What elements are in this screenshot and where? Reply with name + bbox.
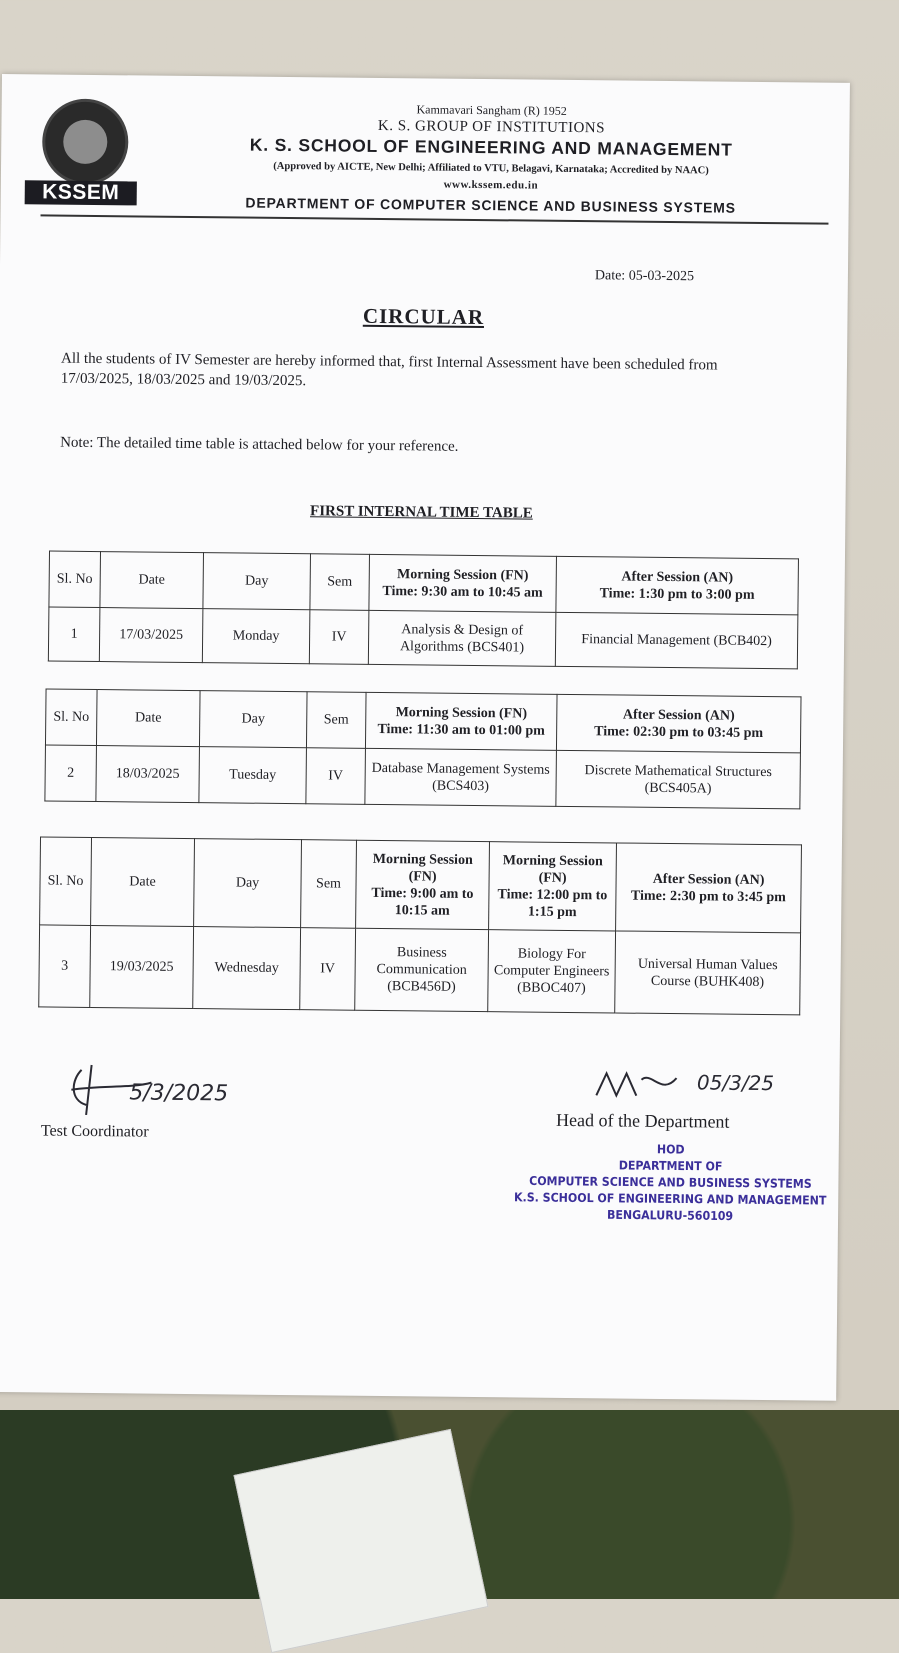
coordinator-label: Test Coordinator: [40, 1122, 149, 1141]
timetable-day1: [48, 551, 799, 670]
header-department: DEPARTMENT OF COMPUTER SCIENCE AND BUSINESS SYSTEMS: [245, 194, 736, 216]
an-head: After Session (AN): [621, 569, 734, 586]
stamp-line-2: DEPARTMENT OF: [618, 1158, 723, 1174]
header-approval: (Approved by AICTE, New Delhi; Affiliated to VTU, Belagavi, Karnataka; Accredited by NAAC): [273, 160, 709, 177]
row-sl: 1: [48, 607, 100, 662]
stamp-line-1: HOD: [656, 1142, 685, 1157]
col-sem: Sem: [306, 692, 366, 749]
row-an-subject: Universal Human Values Course (BUHK408): [615, 931, 801, 1015]
header-divider: [41, 214, 829, 224]
kssem-logo: [25, 98, 138, 207]
hod-stamp: [510, 1140, 831, 1226]
row-date: 17/03/2025: [99, 608, 203, 663]
row-an-subject: Discrete Mathematical Structures (BCS405A): [556, 750, 801, 809]
fn2-time: Time: 12:00 pm to 1:15 pm: [497, 886, 608, 920]
fn-time: Time: 11:30 am to 01:00 pm: [377, 721, 545, 739]
circular-note: Note: The detailed time table is attached below for your reference.: [60, 434, 459, 455]
header-sangham: Kammavari Sangham (R) 1952: [416, 102, 567, 118]
header-school: K. S. SCHOOL OF ENGINEERING AND MANAGEMENT: [249, 134, 733, 160]
row-day: Wednesday: [193, 927, 301, 1010]
fn1-time: Time: 9:00 am to 10:15 am: [371, 885, 474, 919]
circular-date: Date: 05-03-2025: [594, 268, 695, 285]
an-time: Time: 2:30 pm to 3:45 pm: [630, 888, 786, 905]
col-sem: Sem: [301, 840, 357, 929]
an-session-header: [556, 694, 801, 753]
fn-head: Morning Session (FN): [395, 704, 528, 722]
logo-text: KSSEM: [25, 180, 137, 205]
fn-session-header: [365, 692, 557, 750]
an-session-header: [556, 556, 799, 615]
stamp-line-5: BENGALURU-560109: [606, 1207, 734, 1224]
row-fn1-subject: Business Communication (BCB456D): [355, 928, 489, 1011]
fn2-head: Morning Session (FN): [502, 852, 603, 886]
timetable-day2: [44, 688, 801, 809]
col-sem: Sem: [310, 554, 370, 611]
col-day: Day: [203, 553, 311, 610]
an-head: After Session (AN): [652, 871, 765, 888]
hod-signature-icon: [591, 1065, 691, 1102]
fn2-session-header: [489, 842, 617, 931]
circular-title: CIRCULAR: [362, 303, 485, 330]
fn1-session-header: [356, 840, 490, 929]
fn-head: Morning Session (FN): [396, 566, 529, 584]
row-fn-subject: Database Management Systems (BCS403): [365, 748, 557, 806]
timetable-title: FIRST INTERNAL TIME TABLE: [309, 503, 533, 522]
row-date: 19/03/2025: [90, 925, 194, 1008]
col-date: Date: [100, 552, 204, 609]
stamp-line-3: COMPUTER SCIENCE AND BUSINESS SYSTEMS: [529, 1173, 812, 1192]
coordinator-signature: [41, 1059, 242, 1126]
hod-date-scrawl: 05/3/25: [696, 1070, 775, 1096]
an-time: Time: 02:30 pm to 03:45 pm: [594, 723, 764, 741]
row-sl: 2: [45, 745, 97, 802]
timetable-day3: [38, 836, 802, 1015]
fn-time: Time: 9:30 am to 10:45 am: [382, 583, 543, 601]
header-website: www.kssem.edu.in: [443, 178, 539, 192]
col-sl: Sl. No: [40, 837, 92, 926]
row-day: Tuesday: [199, 747, 307, 804]
circular-body: All the students of IV Semester are hereby informed that, first Internal Assessment have been scheduled from 17/03/2025, 18/03/2025 and 19/03/2025.: [60, 350, 718, 390]
row-fn2-subject: Biology For Computer Engineers (BBOC407): [488, 930, 616, 1013]
col-day: Day: [194, 839, 302, 928]
col-date: Date: [91, 837, 195, 926]
col-date: Date: [96, 690, 200, 747]
institution-seal-icon: [42, 98, 129, 185]
row-sem: IV: [300, 928, 356, 1011]
fn-session-header: [369, 554, 557, 612]
col-day: Day: [199, 691, 307, 748]
row-sl: 3: [39, 925, 91, 1008]
hod-signature: [591, 1065, 774, 1103]
col-sl: Sl. No: [49, 551, 101, 608]
row-day: Monday: [202, 609, 310, 664]
stamp-line-4: K.S. SCHOOL OF ENGINEERING AND MANAGEMENT: [514, 1190, 827, 1208]
row-an-subject: Financial Management (BCB402): [555, 612, 798, 669]
coordinator-date-scrawl: 5/3/2025: [129, 1080, 229, 1107]
row-date: 18/03/2025: [96, 746, 200, 803]
an-session-header: [616, 843, 802, 933]
an-head: After Session (AN): [622, 707, 735, 724]
circular-document: [0, 74, 850, 1401]
an-time: Time: 1:30 pm to 3:00 pm: [599, 585, 755, 603]
header-group: K. S. GROUP OF INSTITUTIONS: [377, 117, 606, 137]
col-sl: Sl. No: [45, 689, 97, 746]
fn1-head: Morning Session (FN): [372, 851, 473, 885]
row-sem: IV: [306, 748, 366, 805]
hod-label: Head of the Department: [555, 1109, 730, 1132]
row-sem: IV: [309, 610, 369, 665]
row-fn-subject: Analysis & Design of Algorithms (BCS401): [368, 610, 556, 666]
